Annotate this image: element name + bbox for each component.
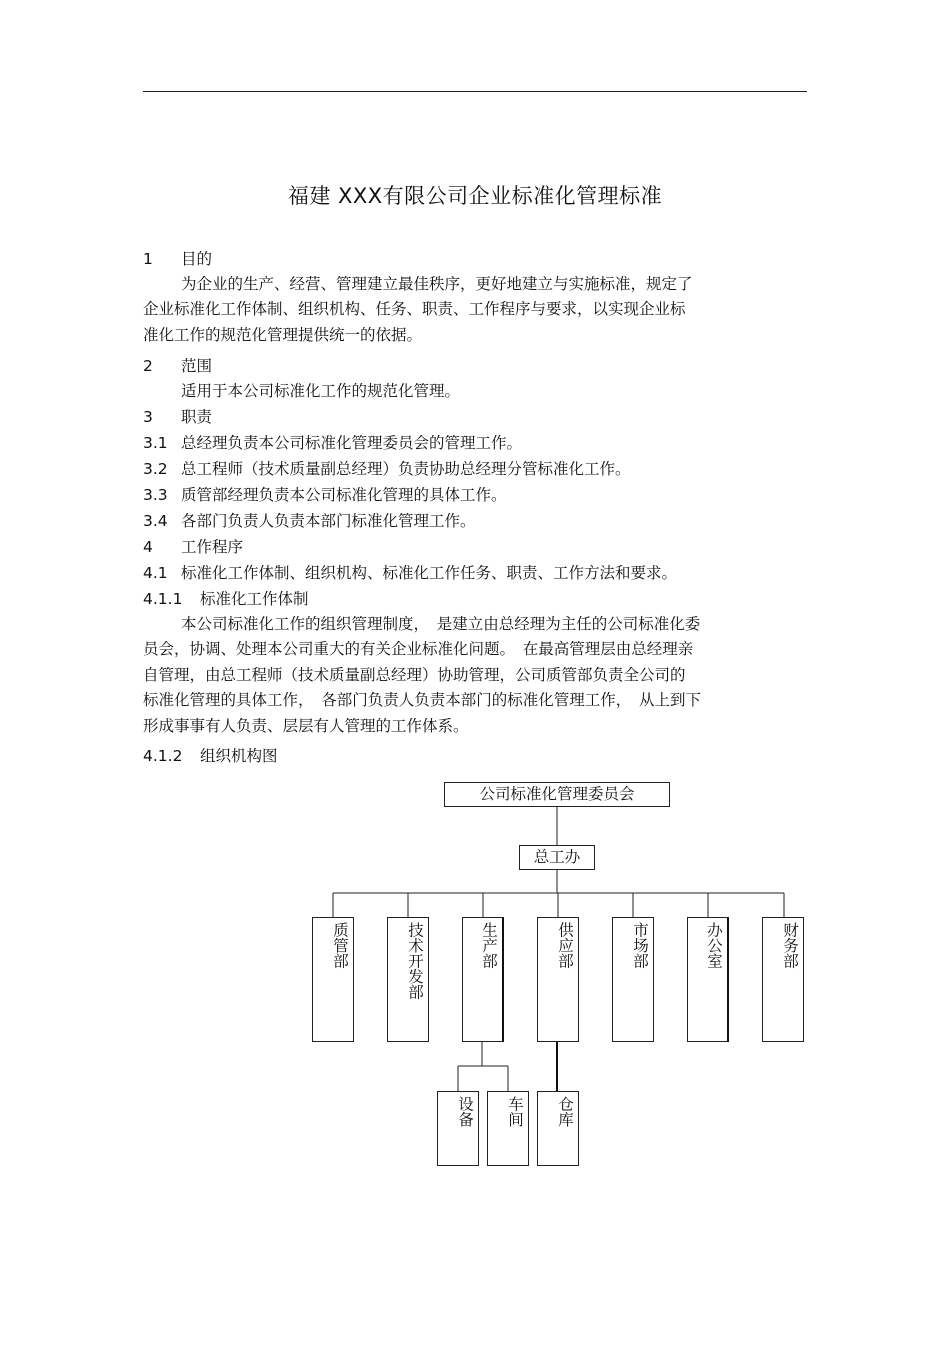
section-number: 4.1.1 (143, 590, 183, 608)
section-text: 质管部经理负责本公司标准化管理的具体工作。 (181, 486, 507, 504)
paragraph-line: 形成事事有人负责、层层有人管理的工作体系。 (143, 716, 469, 735)
dept-label: 质管部 (331, 922, 349, 969)
paragraph-line: 自管理，由总工程师（技术质量副总经理）协助管理，公司质管部负责全公司的 (143, 665, 686, 684)
section-heading: 职责 (181, 408, 213, 426)
org-root-box: 公司标准化管理委员会 (444, 782, 670, 807)
paragraph-line: 准化工作的规范化管理提供统一的依据。 (143, 325, 423, 344)
org-dept-box (537, 917, 579, 1042)
section-heading: 工作程序 (181, 538, 244, 556)
paragraph-line: 本公司标准化工作的组织管理制度， 是建立由总经理为主任的公司标准化委 (181, 615, 701, 633)
dept-label: 生产部 (480, 922, 498, 969)
org-dept-box (387, 917, 429, 1042)
paragraph-line: 标准化管理的具体工作， 各部门负责人负责本部门的标准化管理工作， 从上到下 (143, 691, 702, 710)
org-dept-box (687, 917, 729, 1042)
section-number: 4.1 (143, 564, 168, 582)
section-number: 4.1.2 (143, 747, 183, 765)
section-number: 3 (143, 408, 153, 426)
org-office-box: 总工办 (519, 845, 595, 870)
section-heading: 标准化工作体制 (200, 590, 309, 608)
org-sub-box (487, 1091, 529, 1166)
section-text: 标准化工作体制、组织机构、标准化工作任务、职责、工作方法和要求。 (181, 564, 678, 582)
dept-label: 办公室 (705, 922, 723, 969)
section-heading: 范围 (181, 357, 213, 375)
section-text: 各部门负责人负责本部门标准化管理工作。 (181, 512, 476, 530)
section-heading: 目的 (181, 250, 213, 268)
document-title: 福建 XXX有限公司企业标准化管理标准 (287, 184, 663, 208)
section-number: 3.3 (143, 486, 168, 504)
section-number: 3.2 (143, 460, 168, 478)
org-dept-box (612, 917, 654, 1042)
section-number: 3.1 (143, 434, 168, 452)
section-number: 1 (143, 250, 153, 268)
section-text: 总工程师（技术质量副总经理）负责协助总经理分管标准化工作。 (181, 460, 631, 478)
section-number: 4 (143, 538, 153, 556)
section-number: 3.4 (143, 512, 168, 530)
paragraph-line: 为企业的生产、经营、管理建立最佳秩序，更好地建立与实施标准，规定了 (181, 275, 693, 293)
dept-label: 财务部 (781, 922, 799, 969)
paragraph-line: 员会，协调、处理本公司重大的有关企业标准化问题。 在最高管理层由总经理亲 (143, 640, 694, 659)
org-dept-box (312, 917, 354, 1042)
sub-label: 仓库 (556, 1096, 574, 1127)
section-text: 总经理负责本公司标准化管理委员会的管理工作。 (181, 434, 523, 452)
org-sub-box (437, 1091, 479, 1166)
org-dept-box (462, 917, 504, 1042)
section-heading: 组织机构图 (200, 747, 278, 765)
dept-label: 技术开发部 (406, 922, 424, 1000)
sub-label: 设备 (456, 1096, 474, 1127)
sub-label: 车间 (506, 1096, 524, 1127)
paragraph-line: 企业标准化工作体制、组织机构、任务、职责、工作程序与要求，以实现企业标 (143, 300, 686, 319)
dept-label: 市场部 (631, 922, 649, 969)
org-dept-box (762, 917, 804, 1042)
org-sub-box (537, 1091, 579, 1166)
dept-label: 供应部 (556, 922, 574, 969)
section-number: 2 (143, 357, 153, 375)
scope-paragraph: 适用于本公司标准化工作的规范化管理。 (181, 382, 461, 400)
